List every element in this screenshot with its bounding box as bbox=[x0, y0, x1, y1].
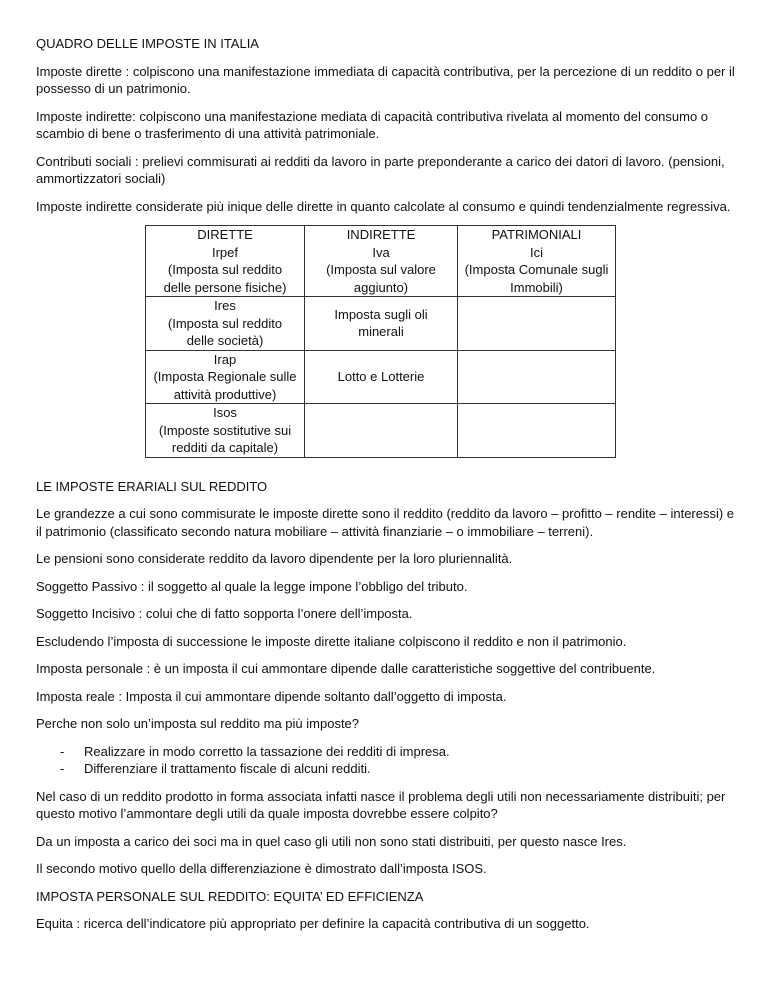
paragraph-grandezze: Le grandezze a cui sono commisurate le imposte dirette sono il reddito (reddito da lavoro – profitto – rendite – interessi) e il patrimonio (classificato secondo natura mobiliare – attività finanziarie – o immobiliare – terreni). bbox=[36, 506, 735, 539]
cell-line: (Imposta sul valore bbox=[326, 262, 436, 277]
reasons-list bbox=[36, 743, 736, 778]
cell-line: (Imposte sostitutive sui bbox=[158, 422, 292, 438]
list-item-text: Realizzare in modo corretto la tassazione dei redditi di impresa. bbox=[84, 743, 450, 759]
paragraph-soggetto-incisivo: Soggetto Incisivo : colui che di fatto sopporta l’onere dell’imposta. bbox=[36, 606, 413, 621]
cell-line: Isos bbox=[213, 405, 237, 420]
paragraph-iniquita: Imposte indirette considerate più inique delle dirette in quanto calcolate al consumo e quindi tendenzialmente regressiva. bbox=[36, 198, 731, 214]
cell-patrimoniali-ici bbox=[458, 226, 616, 297]
tax-classification-table bbox=[145, 225, 616, 458]
paragraph-imposta-reale: Imposta reale : Imposta il cui ammontare dipende soltanto dall’oggetto di imposta. bbox=[36, 688, 507, 704]
paragraph-question: Perche non solo un’imposta sul reddito ma più imposte? bbox=[36, 716, 360, 731]
cell-line: (Imposta sul reddito bbox=[167, 262, 283, 277]
table-row bbox=[146, 350, 616, 404]
cell-line: Immobili) bbox=[510, 279, 563, 295]
cell-line: minerali bbox=[358, 324, 404, 340]
cell-line: Lotto e Lotterie bbox=[337, 369, 425, 384]
table-row bbox=[146, 226, 616, 297]
paragraph-imposte-dirette: Imposte dirette : colpiscono una manifestazione immediata di capacità contributiva, per la percezione di un reddito o per il possesso di un patrimonio. bbox=[36, 63, 735, 96]
column-header-patrimoniali: PATRIMONIALI bbox=[491, 227, 582, 242]
cell-line: delle società) bbox=[186, 333, 264, 348]
paragraph-pensioni: Le pensioni sono considerate reddito da lavoro dipendente per la loro pluriennalità. bbox=[36, 551, 513, 566]
cell-indirette-iva bbox=[305, 226, 458, 297]
list-item bbox=[36, 743, 736, 761]
paragraph-reddito-associato: Nel caso di un reddito prodotto in forma associata infatti nasce il problema degli utili non necessariamente distribuiti; per questo motivo l’ammontare degli utili da quale imposta dovrebbe essere colpito? bbox=[36, 788, 726, 821]
cell-line: Irpef bbox=[211, 244, 238, 260]
cell-empty bbox=[458, 350, 616, 404]
cell-dirette-ires bbox=[146, 297, 305, 351]
paragraph-imposte-indirette: Imposte indirette: colpiscono una manifestazione mediata di capacità contributiva rivelata al momento del consumo o scambio di bene o trasferimento di una attività patrimoniale. bbox=[36, 108, 709, 141]
column-header-dirette: DIRETTE bbox=[197, 227, 253, 242]
cell-line: Irap bbox=[213, 351, 237, 367]
paragraph-equita: Equita : ricerca dell’indicatore più appropriato per definire la capacità contributiva di un soggetto. bbox=[36, 916, 590, 931]
section-title-imposta-personale: IMPOSTA PERSONALE SUL REDDITO: EQUITA’ ED EFFICIENZA bbox=[36, 888, 424, 904]
cell-dirette-irap bbox=[146, 350, 305, 404]
cell-line: Iva bbox=[372, 244, 390, 260]
cell-dirette-isos bbox=[146, 404, 305, 458]
cell-dirette-irpef bbox=[146, 226, 305, 297]
cell-indirette-lotto bbox=[305, 350, 458, 404]
paragraph-soggetto-passivo: Soggetto Passivo : il soggetto al quale la legge impone l’obbligo del tributo. bbox=[36, 578, 468, 594]
page-title: QUADRO DELLE IMPOSTE IN ITALIA bbox=[36, 36, 259, 51]
list-item-text: Differenziare il trattamento fiscale di alcuni redditi. bbox=[84, 761, 371, 776]
column-header-indirette: INDIRETTE bbox=[346, 227, 416, 242]
section-title-imposte-erariali: LE IMPOSTE ERARIALI SUL REDDITO bbox=[36, 478, 268, 494]
dash-bullet: - bbox=[60, 761, 65, 776]
cell-empty bbox=[458, 297, 616, 351]
cell-empty bbox=[458, 404, 616, 458]
cell-line: (Imposta sul reddito bbox=[167, 315, 283, 331]
cell-indirette-oli-minerali bbox=[305, 297, 458, 351]
list-item bbox=[36, 760, 736, 778]
cell-line: Imposta sugli oli bbox=[334, 306, 428, 322]
cell-line: (Imposta Comunale sugli bbox=[464, 262, 609, 277]
table-row bbox=[146, 297, 616, 351]
cell-line: Ires bbox=[214, 298, 236, 313]
cell-line: Ici bbox=[530, 244, 543, 260]
paragraph-imposta-personale: Imposta personale : è un imposta il cui ammontare dipende dalle caratteristiche soggettive del contribuente. bbox=[36, 661, 656, 676]
cell-line: redditi da capitale) bbox=[171, 440, 279, 455]
paragraph-contributi-sociali: Contributi sociali : prelievi commisurati ai redditi da lavoro in parte preponderante a carico dei datori di lavoro. (pensioni, ammortizzatori sociali) bbox=[36, 153, 725, 186]
cell-line: (Imposta Regionale sulle bbox=[153, 369, 297, 384]
paragraph-ires: Da un imposta a carico dei soci ma in quel caso gli utili non sono stati distribuiti, per questo nasce Ires. bbox=[36, 833, 627, 849]
cell-line: aggiunto) bbox=[353, 279, 409, 295]
cell-line: attività produttive) bbox=[173, 386, 277, 402]
document-page bbox=[36, 35, 736, 943]
paragraph-isos: Il secondo motivo quello della differenziazione è dimostrato dall’imposta ISOS. bbox=[36, 861, 487, 876]
table-row bbox=[146, 404, 616, 458]
paragraph-successione: Escludendo l’imposta di successione le imposte dirette italiane colpiscono il reddito e non il patrimonio. bbox=[36, 633, 627, 649]
dash-bullet: - bbox=[60, 743, 65, 759]
cell-line: delle persone fisiche) bbox=[163, 279, 287, 295]
cell-empty bbox=[305, 404, 458, 458]
